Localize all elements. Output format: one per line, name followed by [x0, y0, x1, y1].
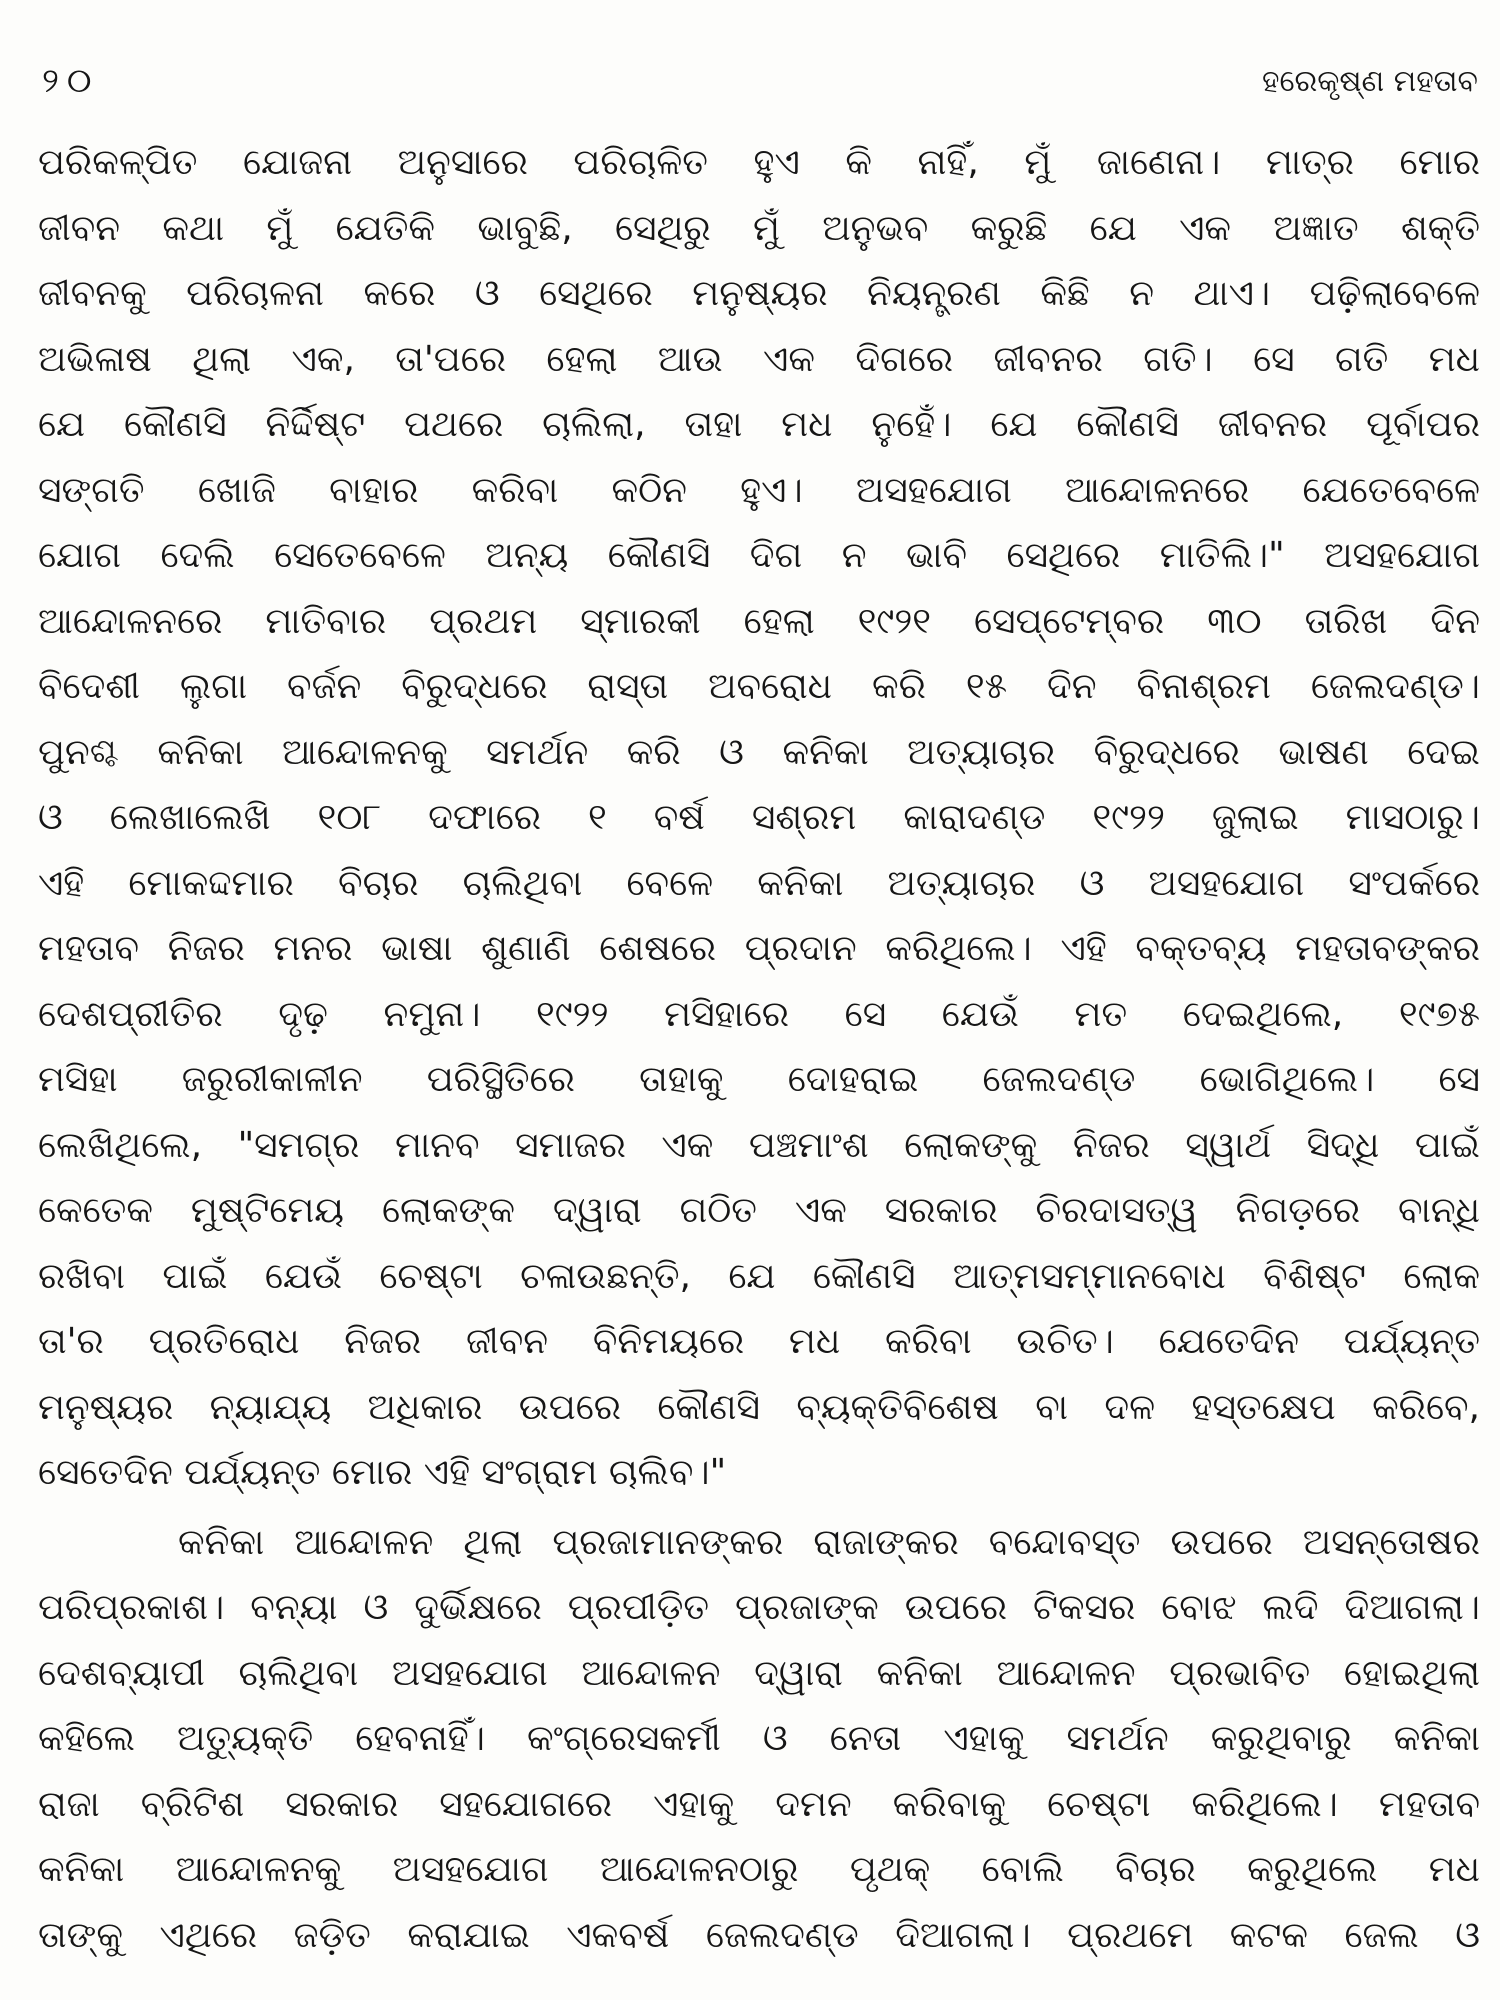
text-line: ମନୁଷ୍ୟର ନ୍ୟାଯ୍ୟ ଅଧିକାର ଉପରେ କୌଣସି ବ୍ୟକ୍ତିବିଶେଷ ବା ଦଳ ହସ୍ତକ୍ଷେପ କରିବେ,	[38, 1386, 1480, 1428]
text-line: ଜୀବନ କଥା ମୁଁ ଯେତିକି ଭାବୁଛି, ସେଥିରୁ ମୁଁ ଅନୁଭବ କରୁଛି ଯେ ଏକ ଅଜ୍ଞାତ ଶକ୍ତି	[38, 207, 1480, 249]
page-number: ୨୦	[42, 61, 100, 101]
paragraph-2	[38, 1510, 1480, 1969]
text-line: ରଖିବା ପାଇଁ ଯେଉଁ ଚେଷ୍ଟା ଚଳାଉଛନ୍ତି, ଯେ କୌଣସି ଆତ୍ମସମ୍ମାନବୋଧ ବିଶିଷ୍ଟ ଲୋକ	[38, 1255, 1480, 1297]
text-line: ସଙ୍ଗତି ଖୋଜି ବାହାର କରିବା କଠିନ ହୁଏ। ଅସହଯୋଗ ଆନ୍ଦୋଳନରେ ଯେତେବେଳେ	[38, 469, 1480, 511]
text-line: ଦେଶବ୍ୟାପୀ ଚାଲିଥିବା ଅସହଯୋଗ ଆନ୍ଦୋଳନ ଦ୍ୱାରା କନିକା ଆନ୍ଦୋଳନ ପ୍ରଭାବିତ ହୋଇଥିଲା	[38, 1652, 1480, 1694]
text-line: କନିକା ଆନ୍ଦୋଳନ ଥିଲା ପ୍ରଜାମାନଙ୍କର ରାଜାଙ୍କର ବନ୍ଦୋବସ୍ତ ଉପରେ ଅସନ୍ତୋଷର	[178, 1521, 1480, 1563]
text-line: ମହତାବ ନିଜର ମନର ଭାଷା ଶୁଣାଣି ଶେଷରେ ପ୍ରଦାନ କରିଥିଲେ। ଏହି ବକ୍ତବ୍ୟ ମହତାବଙ୍କର	[38, 928, 1480, 969]
text-line: ଓ ଲେଖାଲେଖି ୧୦୮ ଦଫାରେ ୧ ବର୍ଷ ସଶ୍ରମ କାରାଦଣ୍ଡ ୧୯୨୨ ଜୁଲାଇ ମାସଠାରୁ।	[38, 797, 1480, 838]
body-text	[38, 130, 1480, 1968]
text-line: ଲେଖିଥିଲେ, "ସମଗ୍ର ମାନବ ସମାଜର ଏକ ପଞ୍ଚମାଂଶ ଲୋକଙ୍କୁ ନିଜର ସ୍ୱାର୍ଥ ସିଦ୍ଧି ପାଇଁ	[38, 1124, 1480, 1166]
book-title: ହରେକୃଷ୍ଣ ମହତାବ	[1261, 63, 1478, 99]
text-line: ବିଦେଶୀ ଲୁଗା ବର୍ଜନ ବିରୁଦ୍ଧରେ ରାସ୍ତା ଅବରୋଧ କରି ୧୫ ଦିନ ବିନାଶ୍ରମ ଜେଲଦଣ୍ଡ।	[38, 666, 1480, 707]
text-line: ସେତେଦିନ ପର୍ଯ୍ୟନ୍ତ ମୋର ଏହି ସଂଗ୍ରାମ ଚାଲିବ।"	[38, 1452, 727, 1493]
text-line: ତା'ର ପ୍ରତିରୋଧ ନିଜର ଜୀବନ ବିନିମୟରେ ମଧ କରିବା ଉଚିତ। ଯେତେଦିନ ପର୍ଯ୍ୟନ୍ତ	[38, 1321, 1480, 1362]
text-line: ପରିକଳ୍ପିତ ଯୋଜନା ଅନୁସାରେ ପରିଚାଳିତ ହୁଏ କି ନାହିଁ, ମୁଁ ଜାଣେନା। ମାତ୍ର ମୋର	[38, 142, 1480, 183]
text-line: ଏହି ମୋକଦ୍ଦମାର ବିଚାର ଚାଲିଥିବା ବେଳେ କନିକା ଅତ୍ୟାଚାର ଓ ଅସହଯୋଗ ସଂପର୍କରେ	[38, 862, 1480, 904]
text-line: ପୁନଶ୍ଚ କନିକା ଆନ୍ଦୋଳନକୁ ସମର୍ଥନ କରି ଓ କନିକା ଅତ୍ୟାଚାର ବିରୁଦ୍ଧରେ ଭାଷଣ ଦେଇ	[38, 731, 1480, 773]
text-line: ଯେ କୌଣସି ନିର୍ଦ୍ଦିଷ୍ଟ ପଥରେ ଚାଲିଲା, ତାହା ମଧ ନୁହେଁ। ଯେ କୌଣସି ଜୀବନର ପୂର୍ବାପର	[38, 404, 1480, 445]
text-line: ଦେଶପ୍ରୀତିର ଦୃଢ଼ ନମୁନା। ୧୯୨୨ ମସିହାରେ ସେ ଯେଉଁ ମତ ଦେଇଥିଲେ, ୧୯୭୫	[38, 993, 1480, 1035]
text-line: ଜୀବନକୁ ପରିଚାଳନା କରେ ଓ ସେଥିରେ ମନୁଷ୍ୟର ନିୟନ୍ତ୍ରଣ କିଛି ନ ଥାଏ। ପଢ଼ିଲାବେଳେ	[38, 273, 1480, 314]
text-line: ଅଭିଳାଷ ଥିଲା ଏକ, ତା'ପରେ ହେଲା ଆଉ ଏକ ଦିଗରେ ଜୀବନର ଗତି। ସେ ଗତି ମଧ	[38, 338, 1480, 380]
text-line: ଆନ୍ଦୋଳନରେ ମାତିବାର ପ୍ରଥମ ସ୍ମାରକୀ ହେଲା ୧୯୨୧ ସେପ୍ଟେମ୍ବର ୩୦ ତାରିଖ ଦିନ	[38, 600, 1480, 642]
running-head	[38, 56, 1480, 106]
text-line: କେତେକ ମୁଷ୍ଟିମେୟ ଲୋକଙ୍କ ଦ୍ୱାରା ଗଠିତ ଏକ ସରକାର ଚିରଦାସତ୍ୱ ନିଗଡ଼ରେ ବାନ୍ଧି	[38, 1190, 1480, 1231]
paragraph-1	[38, 130, 1480, 1506]
text-line: ପରିପ୍ରକାଶ। ବନ୍ୟା ଓ ଦୁର୍ଭିକ୍ଷରେ ପ୍ରପୀଡ଼ିତ ପ୍ରଜାଙ୍କ ଉପରେ ଟିକସର ବୋଝ ଲଦି ଦିଆଗଲା।	[38, 1587, 1480, 1628]
text-line: କହିଲେ ଅତ୍ୟୁକ୍ତି ହେବନାହିଁ। କଂଗ୍ରେସକର୍ମୀ ଓ ନେତା ଏହାକୁ ସମର୍ଥନ କରୁଥିବାରୁ କନିକା	[38, 1718, 1480, 1759]
text-line: ମସିହା ଜରୁରୀକାଳୀନ ପରିସ୍ଥିତିରେ ତାହାକୁ ଦୋହରାଇ ଜେଲଦଣ୍ଡ ଭୋଗିଥିଲେ। ସେ	[38, 1059, 1480, 1100]
text-line: ରାଜା ବ୍ରିଟିଶ ସରକାର ସହଯୋଗରେ ଏହାକୁ ଦମନ କରିବାକୁ ଚେଷ୍ଟା କରିଥିଲେ। ମହତାବ	[38, 1783, 1480, 1825]
text-line: କନିକା ଆନ୍ଦୋଳନକୁ ଅସହଯୋଗ ଆନ୍ଦୋଳନଠାରୁ ପୃଥକ୍ ବୋଲି ବିଚାର କରୁଥିଲେ ମଧ	[38, 1849, 1480, 1890]
text-line: ତାଙ୍କୁ ଏଥିରେ ଜଡ଼ିତ କରାଯାଇ ଏକବର୍ଷ ଜେଲଦଣ୍ଡ ଦିଆଗଲା। ପ୍ରଥମେ କଟକ ଜେଲ ଓ	[38, 1914, 1480, 1956]
text-line: ଯୋଗ ଦେଲି ସେତେବେଳେ ଅନ୍ୟ କୌଣସି ଦିଗ ନ ଭାବି ସେଥିରେ ମାତିଲି।" ଅସହଯୋଗ	[38, 535, 1480, 576]
